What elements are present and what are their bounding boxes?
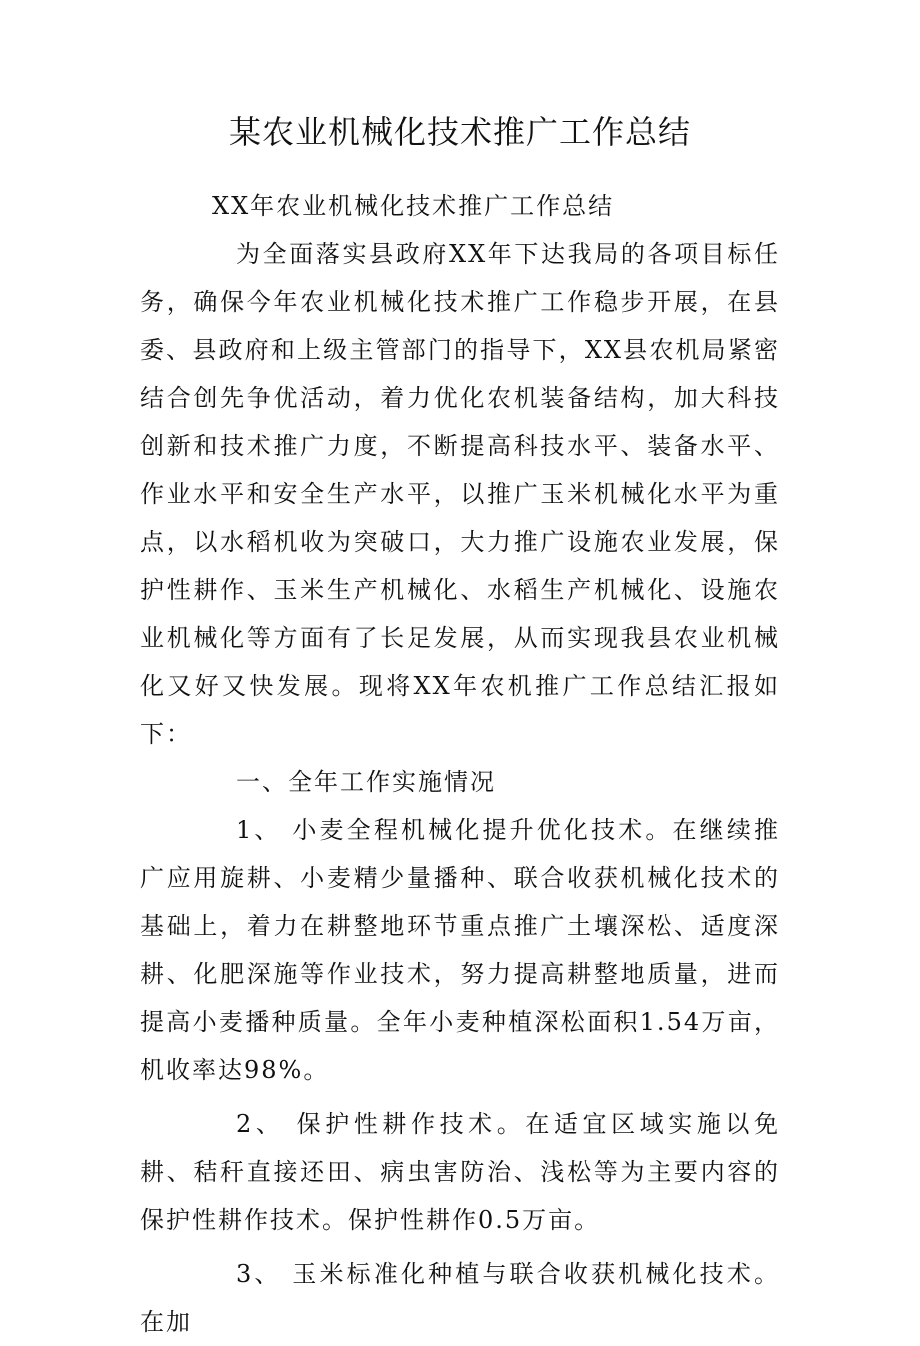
intro-paragraph: 为全面落实县政府XX年下达我局的各项目标任务，确保今年农业机械化技术推广工作稳步开展，在县委、县政府和上级主管部门的指导下，XX县农机局紧密结合创先争优活动，着力优化农机装备结构，加大科技创新和技术推广力度，不断提高科技水平、装备水平、作业水平和安全生产水平，以推广玉米机械化水平为重点，以水稻机收为突破口，大力推广设施农业发展，保护性耕作、玉米生产机械化、水稻生产机械化、设施农业机械化等方面有了长足发展，从而实现我县农业机械化又好又快发展。现将XX年农机推广工作总结汇报如下： [140,240,780,748]
item-corn-mechanization: 3、 玉米标准化种植与联合收获机械化技术。在加 [140,1260,780,1336]
item-wheat-mechanization: 1、 小麦全程机械化提升优化技术。在继续推广应用旋耕、小麦精少量播种、联合收获机械化技术的基础上，着力在耕整地环节重点推广土壤深松、适度深耕、化肥深施等作业技术，努力提高耕整地质量，进而提高小麦播种质量。全年小麦种植深松面积1.54万亩，机收率达98%。 [140,816,780,1084]
document-title: 某农业机械化技术推广工作总结 [228,113,691,151]
item-conservation-tillage: 2、 保护性耕作技术。在适宜区域实施以免耕、秸秆直接还田、病虫害防治、浅松等为主要内容的保护性耕作技术。保护性耕作0.5万亩。 [140,1110,780,1234]
document-subtitle: XX年农业机械化技术推广工作总结 [212,192,615,220]
document-body [140,182,780,1346]
section-heading-implementation: 一、全年工作实施情况 [236,768,496,796]
